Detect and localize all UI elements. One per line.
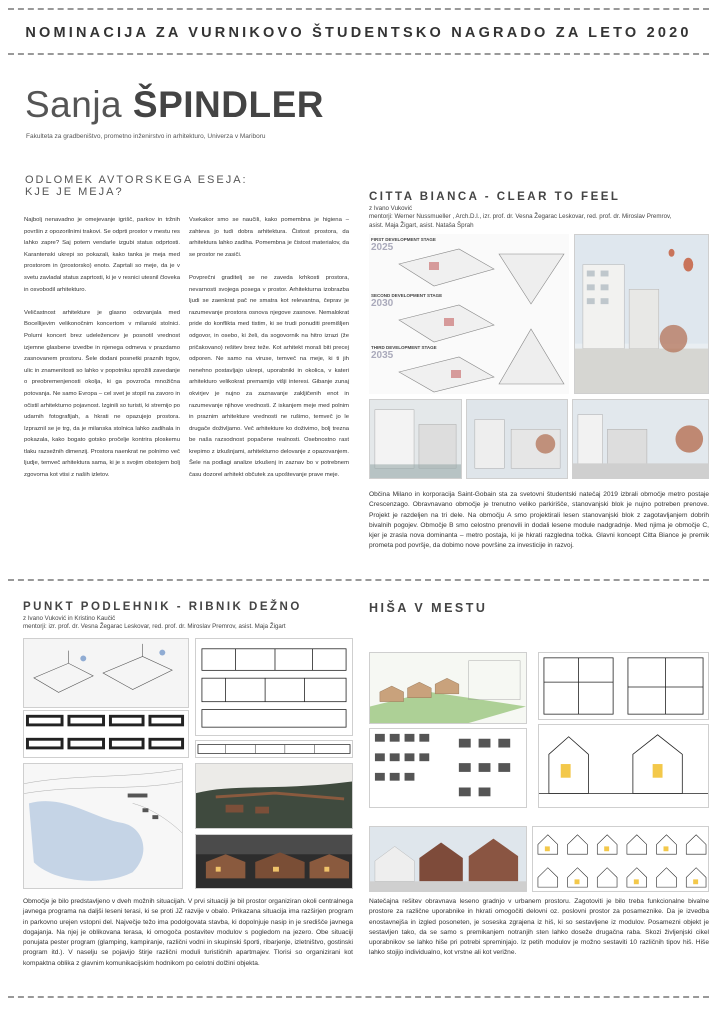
top-divider-2 [8,53,709,55]
citta-title: CITTA BIANCA - CLEAR TO FEEL [369,191,621,203]
hisa-floor-plans [538,652,709,720]
punkt-coauthor: z Ivano Vuković in Kristino Kaučič [23,615,116,622]
citta-description: Občina Milano in korporacija Saint-Gobain sta za svetovni študentski natečaj 2019 izbrali območje metro postaje Crescenzago. Obravnavano območje je trenutno veliko parkirišče, stanovanjski blok je nujno potreben prenove. Projekt je razdeljen na tri dele. Na območju A smo projektirali lesen stanovanjski blok z zagotavljanjem dobrih bivalnih pogojev. Območje B smo celostno prenovili in dodali lesene module nadgradnje. Med njima je območje C, kjer je zrasla nova dominanta – metro postaja, ki je hkrati razgledna točka. Glavni koncept Citta Biance je premik prometa pod površje, da dobimo nove površine za investicije in razvoj. [369,491,709,550]
essay-paragraph: Veličastnost arhitekture je glasno odzvanjala med Bocellijevim velikonočnim koncertom v milanski stolnici. Polurni koncert brez udeležencev je posnotil vrednost izjemne glasbene izvedbe in njenega odmeva v prazdamo zasnovanem prostoru. Šele dodani posnetki praznih trgov, ulic in znamenitosti so lahko v popotniku sprožili zavedanje o preobremenjenosti okolja, ki ga povzroča množična potovanja. Ne samo Evropa – cel svet je stopil na zavoro in očistil arhitekturno pojavnost. Izginili so turisti, ki stremijo po udarnih fotografijah, a hkrati ne opazujejo prostora. Izpraznil se je trg, da je milanska stolnica lahko zadihala in pokazala, kako bogato gotsko pročelje kontrira ploskemu tlaku razsežnih dimenzij. Prostora naenkrat ne polnimo več ljudje, temveč arhitektura sama, ki je s svojim obstojem bolj zgovorna kot vtisi z naših izletov. [24,309,180,479]
stage-label: SECOND DEVELOPMENT STAGE [371,293,443,298]
citta-render-2 [466,399,568,479]
citta-render-1 [369,399,462,479]
stage-axonometric-drawings [369,234,569,394]
hisa-elevations [532,826,709,892]
punkt-mentors: mentorji: izr. prof. dr. Vesna Žegarac Leskovar, red. prof. dr. Miroslav Premrov, asist. Maja Žigart [23,623,286,630]
faculty-line: Fakulteta za gradbeništvo, prometno inženirstvo in arhitekturo, Univerza v Mariboru [26,133,266,140]
stage-label: THIRD DEVELOPMENT STAGE [371,345,437,350]
punkt-floor-plans [23,710,189,758]
stage-year: 2035 [371,350,394,361]
author-name [25,84,324,126]
essay-paragraph: Najbolj nenavadno je omejevanje igrišč, parkov in tržnih površin z opozorilnimi trakovi. Se odprti prostor v mestu res lahko zapre? Saj potem vendarle izgubi status odprtosti. Karantenski ukrepi so pokazali, kako tanka je meja med prostorom in (prostorsko) enoto. Zaprtali so meje, da je v svetu zavladal status zaprtosti, ki je v resnici utesnil človeka in osvobodil arhitekturo. [24,217,180,293]
essay-title: ODLOMEK AVTORSKEGA ESEJA: [25,174,248,186]
citta-assistants: asist. Maja Žigart, asist. Nataša Šprah [369,222,474,229]
punkt-building-plan [195,638,353,736]
punkt-render-1 [195,763,353,829]
stage-year: 2025 [371,242,394,253]
punkt-render-2 [195,834,353,889]
bottom-divider [8,996,709,998]
essay-column-1 [24,215,180,493]
hisa-sections [538,724,709,808]
middle-divider [8,579,709,581]
punkt-site-plan [23,763,183,889]
hisa-axonometric-neighbourhood [369,652,527,724]
top-divider-1 [8,8,709,10]
hisa-title: HIŠA V MESTU [369,601,488,615]
author-last-name: ŠPINDLER [132,84,324,125]
citta-stage-diagram [369,234,569,394]
essay-paragraph: Vsekakor smo se naučili, kako pomembna je higiena – zahteva jo tudi dobra arhitektura. Čistost prostora, da arhitektura lahko zadiha. Pomembna je čistost materialov, da se prostor ne zasiči. [189,217,349,258]
essay-column-2 [189,215,349,493]
punkt-title: PUNKT PODLEHNIK - RIBNIK DEŽNO [23,601,302,613]
page-title: NOMINACIJA ZA VURNIKOVO ŠTUDENTSKO NAGRADO ZA LETO 2020 [25,25,692,41]
author-first-name: Sanja [25,84,123,125]
citta-render-main [574,234,709,394]
citta-mentors: mentorji: Werner Nussmueller , Arch.D.I., izr. prof. dr. Vesna Žegarac Leskovar, red. prof. dr. Miroslav Premrov, [369,213,672,220]
punkt-axonometric-modules [23,638,189,708]
hisa-street-render [369,826,527,892]
stage-year: 2030 [371,298,394,309]
essay-subtitle: KJE JE MEJA? [25,186,124,198]
hisa-module-diagrams [369,728,527,808]
punkt-section-strip [195,740,353,758]
essay-paragraph: Povprečni graditelj se ne zaveda krhkosti prostora, nevarnosti svojega posega v prostor. Arhitekturna izobrazba ljudi se zaenkrat pač ne smatra kot relevantna, čeprav je razumevanje prostora osnova njegove zasnove. Nemalokrat pride do konflikta med tistim, ki se trudi ponuditi premišljen odgovor, in osebo, ki želi, da sogovornik na hitro izrazi (že pričakovano) rešitev brez teže. Kot arhitekt moraš biti precej odporen. Ne samo na viruse, temveč na meje, ki ti jih nenehno postavljajo ukrepi, uporabniki in okolica, v kateri arhitekturo velikokrat premamijo višji interesi. Gibanje zunaj okvirjev je nujno za zaznavanje zakljičenih enot in razumevanje njihove vrednosti. Z iskanjem meje med polnim in praznim arhitekture vrednosti ne rušimo, temveč jo le drugače doživljamo. Več arhitekture ko doživimo, bolj trezna be naša razsodnost popačene realnosti. Osebnostno rast krepimo z izkušnjami, arhitekturno delovanje z opazovanjem. Šele na podlagi analize izkušenj in zaznav bo v potrebnem času dozorel arhitekt občutek za upoštevanje prave meje. [189,274,349,479]
stage-label: FIRST DEVELOPMENT STAGE [371,237,436,242]
punkt-description: Območje je bilo predstavljeno v dveh možnih situacijah. V prvi situaciji je bil prostor organiziran okoli centralnega javnega programa na daljši leseni terasi, ki se proti JZ razvije v obalo. Prikazana situacija ima razširjen program in parkovno urejen vstopni del. Največje težo ima podolgovata stavba, ki dopolnjuje nasip in je središče javnega dogajanja. Na njej je oblikovana terasa, ki omogoča postavitev modulov s pogledom na jezero. Obe situaciji ponujata pester program (glamping, kampiranje, različni vodni in skupinski športi, ribarjenje, izletništvo, gostinski program itd.). V naselju se pojavijo štirje različni moduli turističnih apartmajev. Tlorisi so organizirani kot kompaktna oblika z glavnim komunikacijskim hodnikom po celotni dolžini objekta. [23,898,353,967]
citta-render-3 [572,399,709,479]
citta-coauthor: z Ivano Vuković [369,205,413,212]
hisa-description: Natečajna rešitev obravnava leseno gradnjo v urbanem prostoru. Zagotoviti je bilo treba funkcionalne bivalne prostore za različne uporabnike in hkrati omogočiti delovni oz. poslovni prostor za posameznike. Da je izvedba enostavnejša in izgled posoneten, je soseska zgrajena iz hiš, ki so sestavljene iz modulov. Posamezni objekt je sestavljen tako, da se samo s premikanjem notranjih sten lahko doseže drugačna raba. Skozi življenjski cikel uporabnikov se lahko hiše pri potrebi spreminjajo. Iz petih modulov je možno sestaviti 10 različnih tipov hiš. Hiše lahko stojijo individualno, kot vrstne ali kot verižne. [369,898,709,957]
